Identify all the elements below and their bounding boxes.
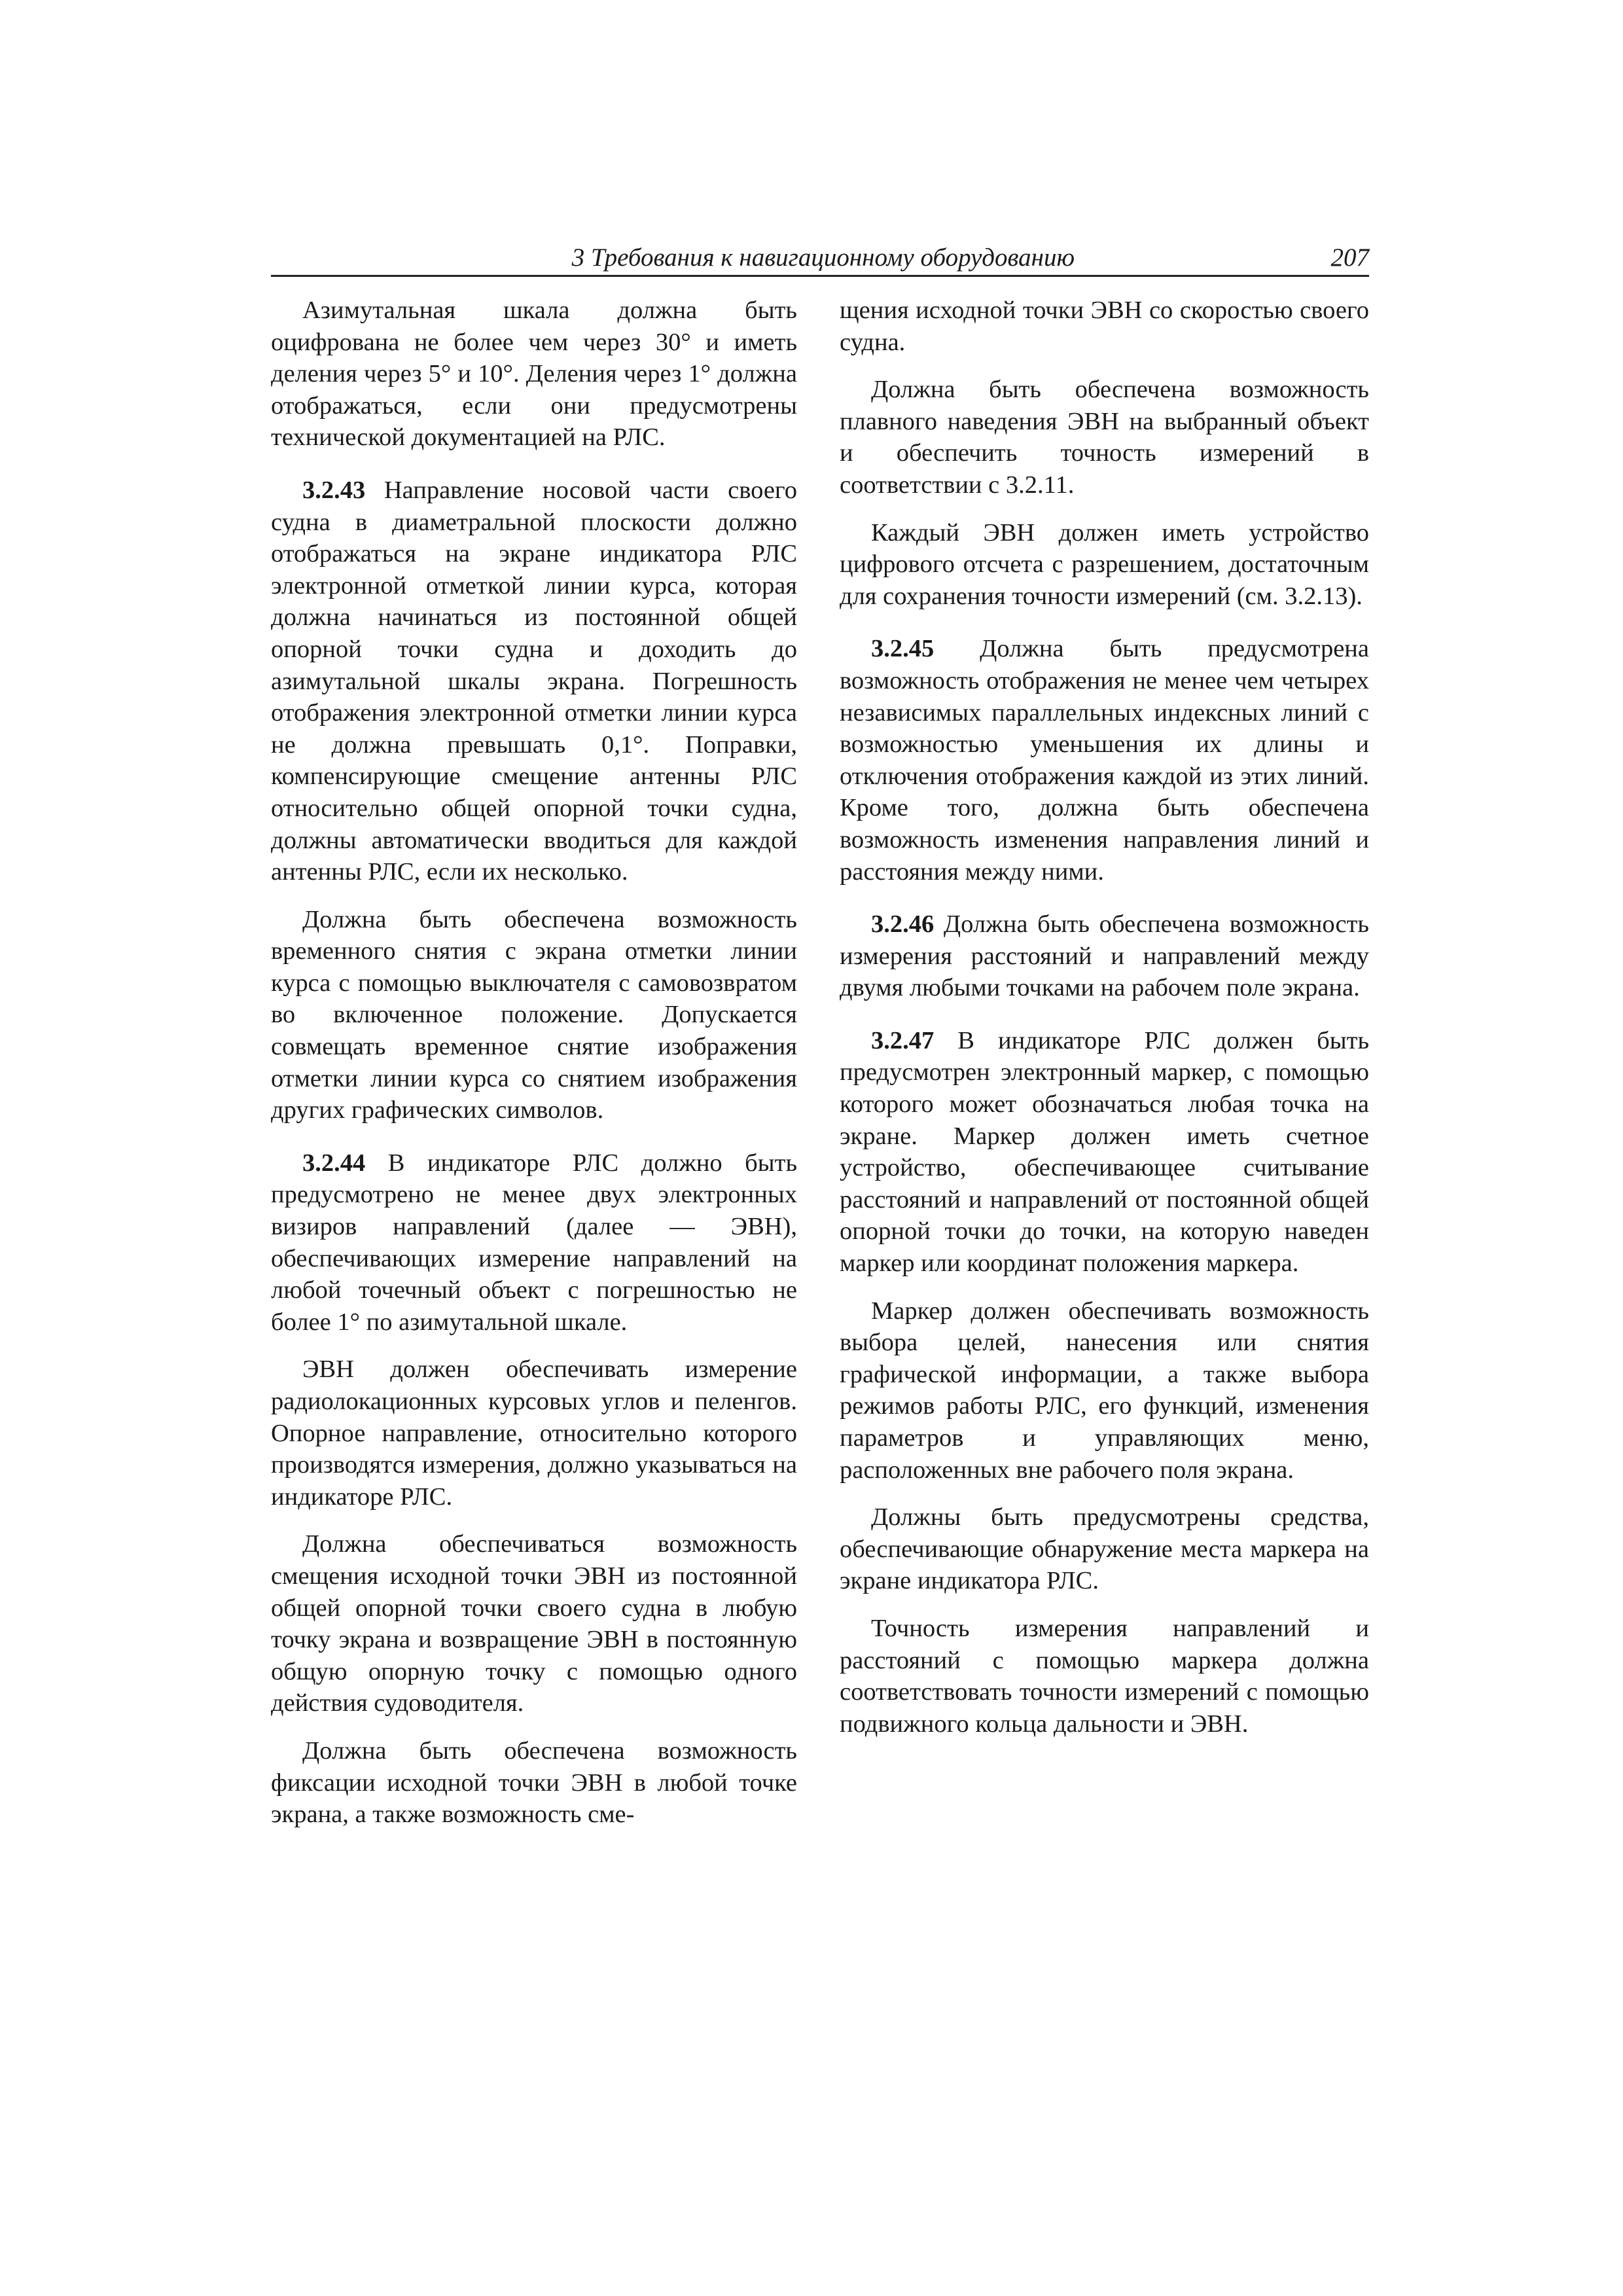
paragraph: Должны быть предусмотрены средства, обеспечивающие обнаружение места маркера на экране индикатора РЛС. (840, 1503, 1369, 1595)
clause-number: 3.2.47 (871, 1026, 935, 1054)
left-column (271, 295, 797, 1831)
clause-text: Направление носовой части своего судна в диаметральной плоскости должно отображаться на экране индикатора РЛС электронной отметкой линии курса, которая должна начинаться из постоянной общей опорной точки судна и доходить до азимутальной шкалы экрана. Погрешность отображения электронной отметки линии курса не должна превышать 0,1°. Поправки, компенсирующие смещение антенны РЛС относительно общей опорной точки судна, должны автоматически вводиться для каждой антенны РЛС, если их несколько. (271, 476, 797, 886)
paragraph: Каждый ЭВН должен иметь устройство цифрового отсчета с разрешением, достаточным для сохранения точности измерений (см. 3.2.13). (840, 518, 1369, 610)
paragraph: Должна быть обеспечена возможность плавного наведения ЭВН на выбранный объект и обеспечить точность измерений в соответствии с 3.2.11. (840, 376, 1369, 499)
clause-text: В индикаторе РЛС должно быть предусмотрено не менее двух электронных визиров направлений (далее — ЭВН), обеспечивающих измерение направлений на любой точечный объект с погрешностью не более 1° по азимутальной шкале. (271, 1149, 797, 1336)
clause-number: 3.2.43 (302, 476, 366, 504)
clause-text: Должна быть предусмотрена возможность отображения не менее чем четырех независимых параллельных индексных линий с возможностью уменьшения их длины и отключения отображения каждой из этих линий. Кроме того, должна быть обеспечена возможность изменения направления линий и расстояния между ними. (840, 635, 1369, 886)
clause-3-2-44 (271, 1147, 797, 1338)
section-title: 3 Требования к навигационному оборудованию (571, 243, 1075, 272)
clause-number: 3.2.46 (871, 910, 935, 939)
running-header (271, 241, 1369, 277)
clause-number: 3.2.45 (871, 635, 935, 663)
paragraph: Маркер должен обеспечивать возможность выбора целей, нанесения или снятия графической информации, а также выбора режимов работы РЛС, его функций, изменения параметров и управляющих меню, расположенных вне рабочего поля экрана. (840, 1297, 1369, 1484)
clause-number: 3.2.44 (302, 1149, 366, 1177)
paragraph: Должна быть обеспечена возможность временного снятия с экрана отметки линии курса с помощью выключателя с самовозвратом во включенное положение. Допускается совмещать временное снятие изображения отметки линии курса со снятием изображения других графических символов. (271, 905, 797, 1124)
clause-3-2-45 (840, 633, 1369, 888)
paragraph: ЭВН должен обеспечивать измерение радиолокационных курсовых углов и пеленгов. Опорное направление, относительно которого производятся измерения, должно указываться на индикаторе РЛС. (271, 1355, 797, 1511)
clause-3-2-47 (840, 1025, 1369, 1280)
paragraph-continuation: щения исходной точки ЭВН со скоростью своего судна. (840, 296, 1369, 356)
clause-3-2-43 (271, 475, 797, 888)
page-number: 207 (1330, 243, 1369, 272)
paragraph: Должна обеспечиваться возможность смещения исходной точки ЭВН из постоянной общей опорной точки своего судна в любую точку экрана и возвращение ЭВН в постоянную общую опорную точку с помощью одного действия судоводителя. (271, 1530, 797, 1717)
clause-text: В индикаторе РЛС должен быть предусмотрен электронный маркер, с помощью которого может обозначаться любая точка на экране. Маркер должен иметь счетное устройство, обеспечивающее считывание расстояний и направлений от постоянной общей опорной точки до точки, на которую наведен маркер или координат положения маркера. (840, 1026, 1369, 1278)
paragraph: Азимутальная шкала должна быть оцифрована не более чем через 30° и иметь деления через 5° и 10°. Деления через 1° должна отображаться, если они предусмотрены технической документацией на РЛС. (271, 296, 797, 452)
right-column (840, 295, 1369, 1740)
clause-text: Должна быть обеспечена возможность измерения расстояний и направлений между двумя любыми точками на рабочем поле экрана. (840, 910, 1369, 1002)
clause-3-2-46 (840, 908, 1369, 1004)
paragraph: Должна быть обеспечена возможность фиксации исходной точки ЭВН в любой точке экрана, а также возможность сме- (271, 1736, 797, 1829)
paragraph: Точность измерения направлений и расстояний с помощью маркера должна соответствовать точности измерений с помощью подвижного кольца дальности и ЭВН. (840, 1614, 1369, 1738)
